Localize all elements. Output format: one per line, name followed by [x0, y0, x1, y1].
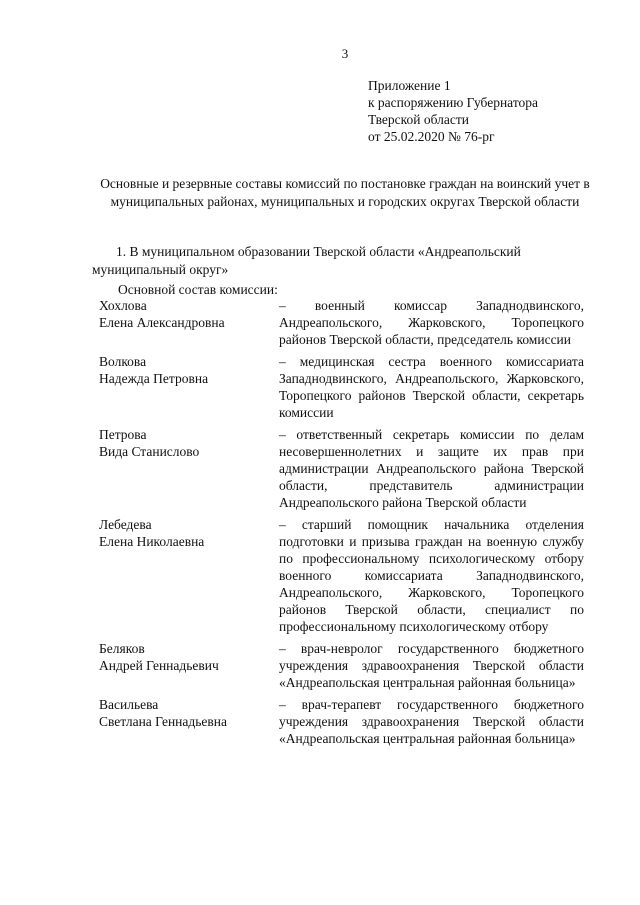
appendix-line-4: от 25.02.2020 № 76-рг: [368, 129, 495, 144]
member-surname: Васильева: [99, 697, 159, 712]
member-given-names: Андрей Геннадьевич: [99, 658, 219, 673]
member-given-names: Елена Александровна: [99, 315, 225, 330]
member-entry: [99, 640, 589, 691]
document-title: Основные и резервные составы комиссий по постановке граждан на воинский учет в муниципальных районах, муниципальных и городских округах Тверской области: [100, 176, 590, 209]
member-surname: Петрова: [99, 427, 147, 442]
member-name: [99, 353, 279, 421]
member-role: – старший помощник начальника отделения подготовки и призыва граждан на военную службу по профессиональному психологическому отбору военного комиссариата Западнодвинского, Андреапольского, Жарковского, Торопецкого районов Тверской области, специалист по профессиональному психологическому отбору: [279, 517, 584, 634]
member-entry: [99, 426, 589, 511]
appendix-line-3: Тверской области: [368, 112, 469, 127]
section-heading: 1. В муниципальном образовании Тверской области «Андреапольский муниципальный округ»: [92, 244, 521, 277]
member-entry: [99, 297, 589, 348]
commission-members-list: [99, 297, 589, 752]
member-name: [99, 426, 279, 511]
member-name: [99, 516, 279, 635]
member-name: [99, 696, 279, 747]
appendix-line-2: к распоряжению Губернатора: [368, 95, 539, 110]
member-entry: [99, 516, 589, 635]
member-given-names: Елена Николаевна: [99, 534, 205, 549]
member-role: – врач-невролог государственного бюджетного учреждения здравоохранения Тверской области «Андреапольская центральная районная больница»: [279, 641, 584, 690]
member-surname: Беляков: [99, 641, 145, 656]
member-name: [99, 297, 279, 348]
member-name: [99, 640, 279, 691]
section-subheading: Основной состав комиссии:: [118, 282, 278, 297]
member-given-names: Надежда Петровна: [99, 371, 209, 386]
member-role: – военный комиссар Западнодвинского, Андреапольского, Жарковского, Торопецкого районов Тверской области, председатель комиссии: [279, 298, 584, 347]
member-given-names: Светлана Геннадьевна: [99, 714, 227, 729]
page-number: 3: [341, 46, 349, 61]
member-role: – медицинская сестра военного комиссариата Западнодвинского, Андреапольского, Жарковского, Торопецкого районов Тверской области, секретарь комиссии: [279, 354, 584, 420]
member-entry: [99, 696, 589, 747]
member-surname: Волкова: [99, 354, 147, 369]
appendix-block: [368, 77, 538, 145]
appendix-line-1: Приложение 1: [368, 78, 451, 93]
member-entry: [99, 353, 589, 421]
member-surname: Хохлова: [99, 298, 147, 313]
member-given-names: Вида Станислово: [99, 444, 200, 459]
member-role: – ответственный секретарь комиссии по делам несовершеннолетних и защите их прав при администрации Андреапольского района Тверской области, представитель администрации Андреапольского района Тверской области: [279, 427, 584, 510]
member-role: – врач-терапевт государственного бюджетного учреждения здравоохранения Тверской области «Андреапольская центральная районная больница»: [279, 697, 584, 746]
member-surname: Лебедева: [99, 517, 152, 532]
